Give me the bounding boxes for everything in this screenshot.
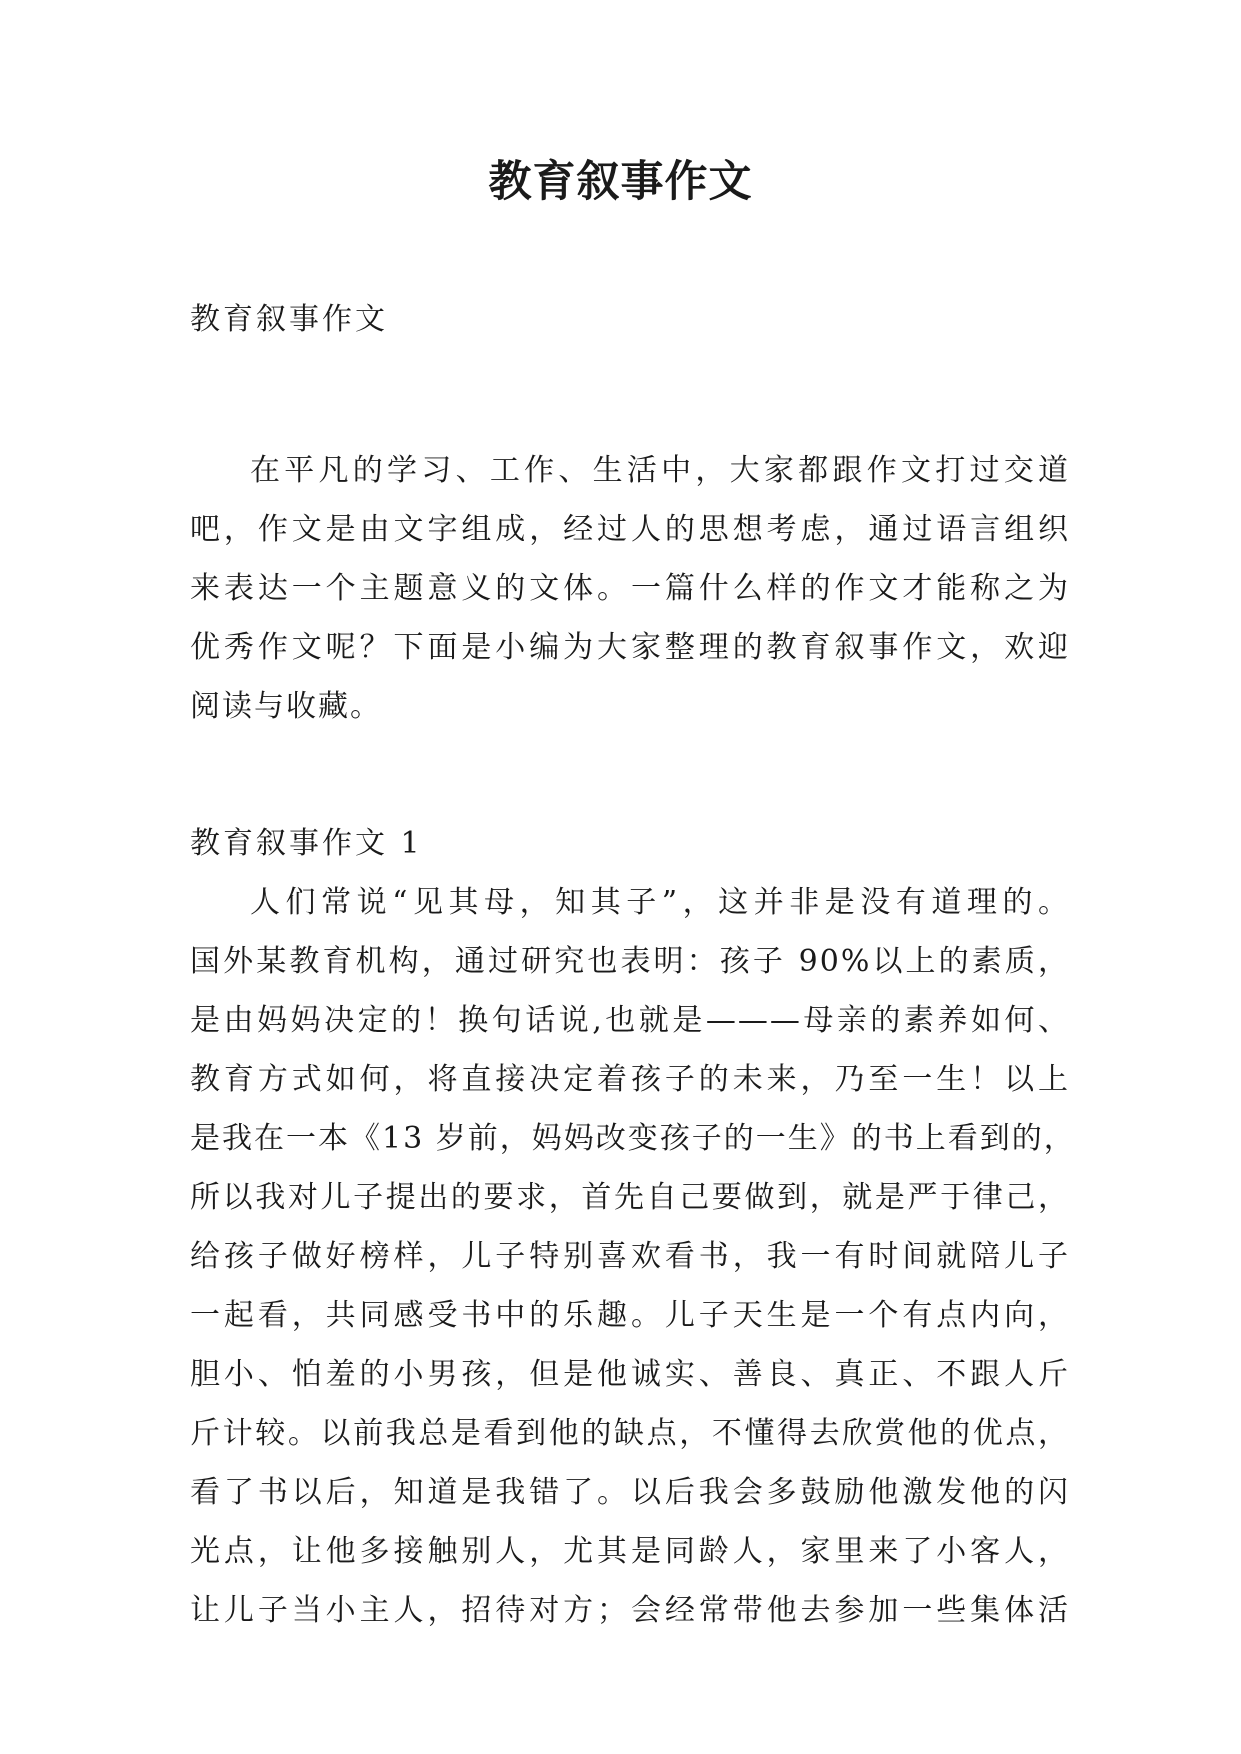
- body-line: 是由妈妈决定的！换句话说,也就是———母亲的素养如何、: [190, 1003, 1070, 1038]
- spacer: [190, 349, 1070, 441]
- document-title: 教育叙事作文: [488, 157, 753, 207]
- body-line: 教育方式如何，将直接决定着孩子的未来，乃至一生！以上: [190, 1062, 1070, 1097]
- intro-paragraph: [190, 441, 1070, 736]
- spacer: [190, 736, 1070, 814]
- intro-line: 在平凡的学习、工作、生活中，大家都跟作文打过交道: [250, 453, 1070, 488]
- intro-line: 优秀作文呢？下面是小编为大家整理的教育叙事作文，欢迎: [190, 630, 1070, 665]
- body-line: 国外某教育机构，通过研究也表明：孩子 90%以上的素质，: [190, 944, 1070, 979]
- section-heading: 教育叙事作文 1: [190, 826, 423, 861]
- intro-line: 阅读与收藏。: [190, 689, 382, 724]
- document-body: [190, 290, 1076, 1640]
- body-line: 人们常说“见其母，知其子”，这并非是没有道理的。: [250, 885, 1070, 920]
- body-line: 光点，让他多接触别人，尤其是同龄人，家里来了小客人，: [190, 1534, 1070, 1569]
- body-line: 斤计较。以前我总是看到他的缺点，不懂得去欣赏他的优点，: [190, 1416, 1070, 1451]
- body-line: 所以我对儿子提出的要求，首先自己要做到，就是严于律己，: [190, 1180, 1070, 1215]
- body-line: 让儿子当小主人，招待对方；会经常带他去参加一些集体活: [190, 1593, 1070, 1628]
- intro-line: 吧，作文是由文字组成，经过人的思想考虑，通过语言组织: [190, 512, 1070, 547]
- body-line: 给孩子做好榜样，儿子特别喜欢看书，我一有时间就陪儿子: [190, 1239, 1070, 1274]
- body-paragraph: [190, 873, 1076, 1640]
- intro-line: 来表达一个主题意义的文体。一篇什么样的作文才能称之为: [190, 571, 1070, 606]
- body-line: 是我在一本《13 岁前，妈妈改变孩子的一生》的书上看到的，: [190, 1121, 1076, 1156]
- document-subtitle: 教育叙事作文: [190, 302, 388, 337]
- body-line: 胆小、怕羞的小男孩，但是他诚实、善良、真正、不跟人斤: [190, 1357, 1070, 1392]
- body-line: 一起看，共同感受书中的乐趣。儿子天生是一个有点内向，: [190, 1298, 1070, 1333]
- body-line: 看了书以后，知道是我错了。以后我会多鼓励他激发他的闪: [190, 1475, 1070, 1510]
